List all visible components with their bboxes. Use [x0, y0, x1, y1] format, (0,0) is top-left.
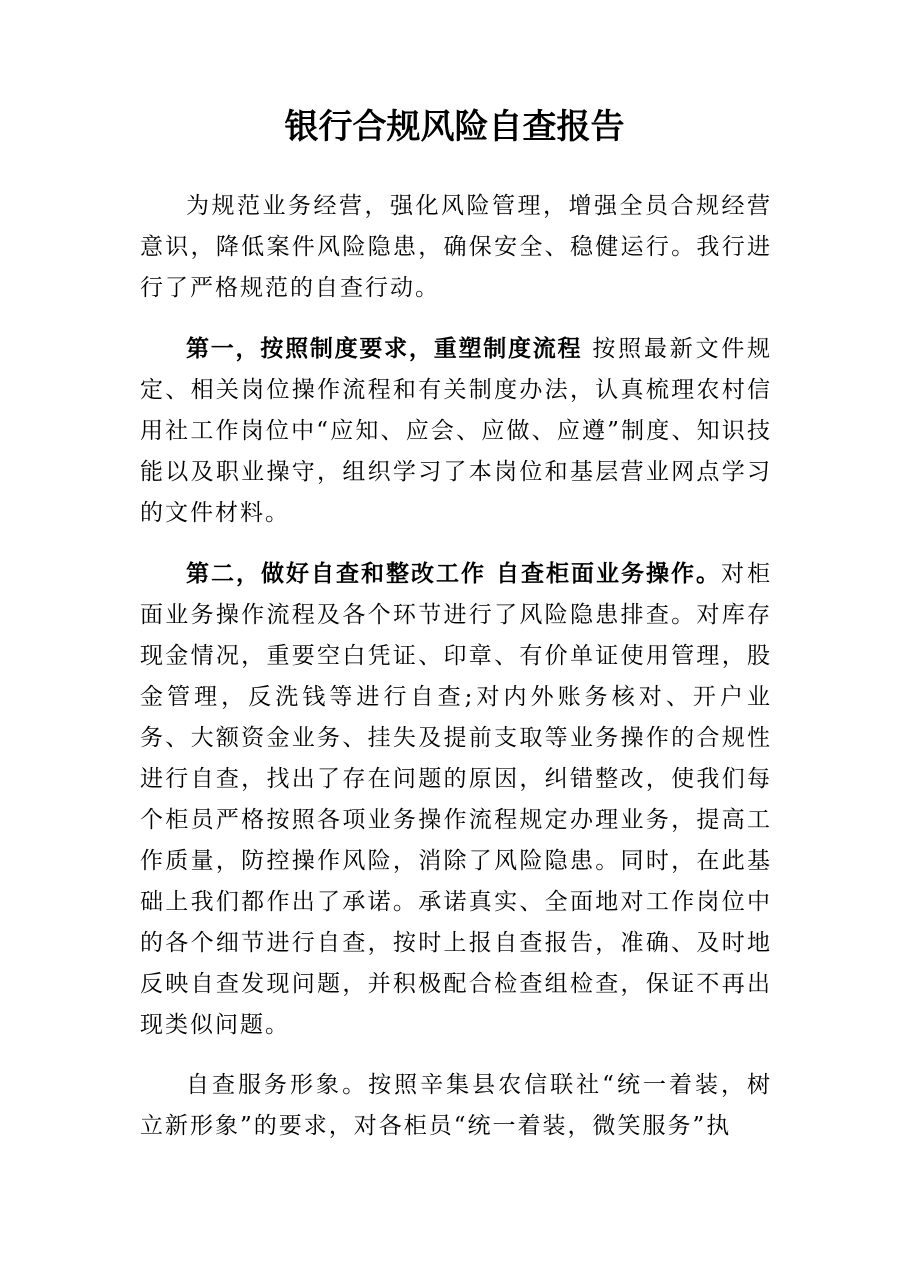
- paragraph-section-two: [140, 553, 772, 1046]
- paragraph-text: 按照最新文件规定、相关岗位操作流程和有关制度办法，认真梳理农村信用社工作岗位中“应知、应会、应做、应遵”制度、知识技能以及职业操守，组织学习了本岗位和基层营业网点学习的文件材料。: [140, 336, 773, 526]
- section-heading: 第一，按照制度要求，重塑制度流程: [186, 335, 583, 362]
- paragraph-text: 为规范业务经营，强化风险管理，增强全员合规经营意识，降低案件风险隐患，确保安全、稳健运行。我行进行了严格规范的自查行动。: [140, 193, 772, 301]
- document-title: 银行合规风险自查报告: [284, 107, 625, 147]
- paragraph-text: 对柜面业务操作流程及各个环节进行了风险隐患排查。对库存现金情况，重要空白凭证、印章、有价单证使用管理，股金管理，反洗钱等进行自查;对内外账务核对、开户业务、大额资金业务、挂失及提前支取等业务操作的合规性进行自查，找出了存在问题的原因，纠错整改，使我们每个柜员严格按照各项业务操作流程规定办理业务，提高工作质量，防控操作风险，消除了风险隐患。同时，在此基础上我们都作出了承诺。承诺真实、全面地对工作岗位中的各个细节进行自查，按时上报自查报告，准确、及时地反映自查发现问题，并积极配合检查组检查，保证不再出现类似问题。: [140, 561, 772, 1038]
- paragraph-section-one: [140, 328, 772, 534]
- document-body: [140, 186, 772, 1166]
- paragraph-intro: [140, 186, 772, 309]
- paragraph-service-image: [140, 1065, 772, 1147]
- paragraph-text: 自查服务形象。按照辛集县农信联社“统一着装，树立新形象”的要求，对各柜员“统一着装，微笑服务”执: [140, 1072, 772, 1139]
- section-heading: 第二，做好自查和整改工作 自查柜面业务操作。: [186, 560, 721, 587]
